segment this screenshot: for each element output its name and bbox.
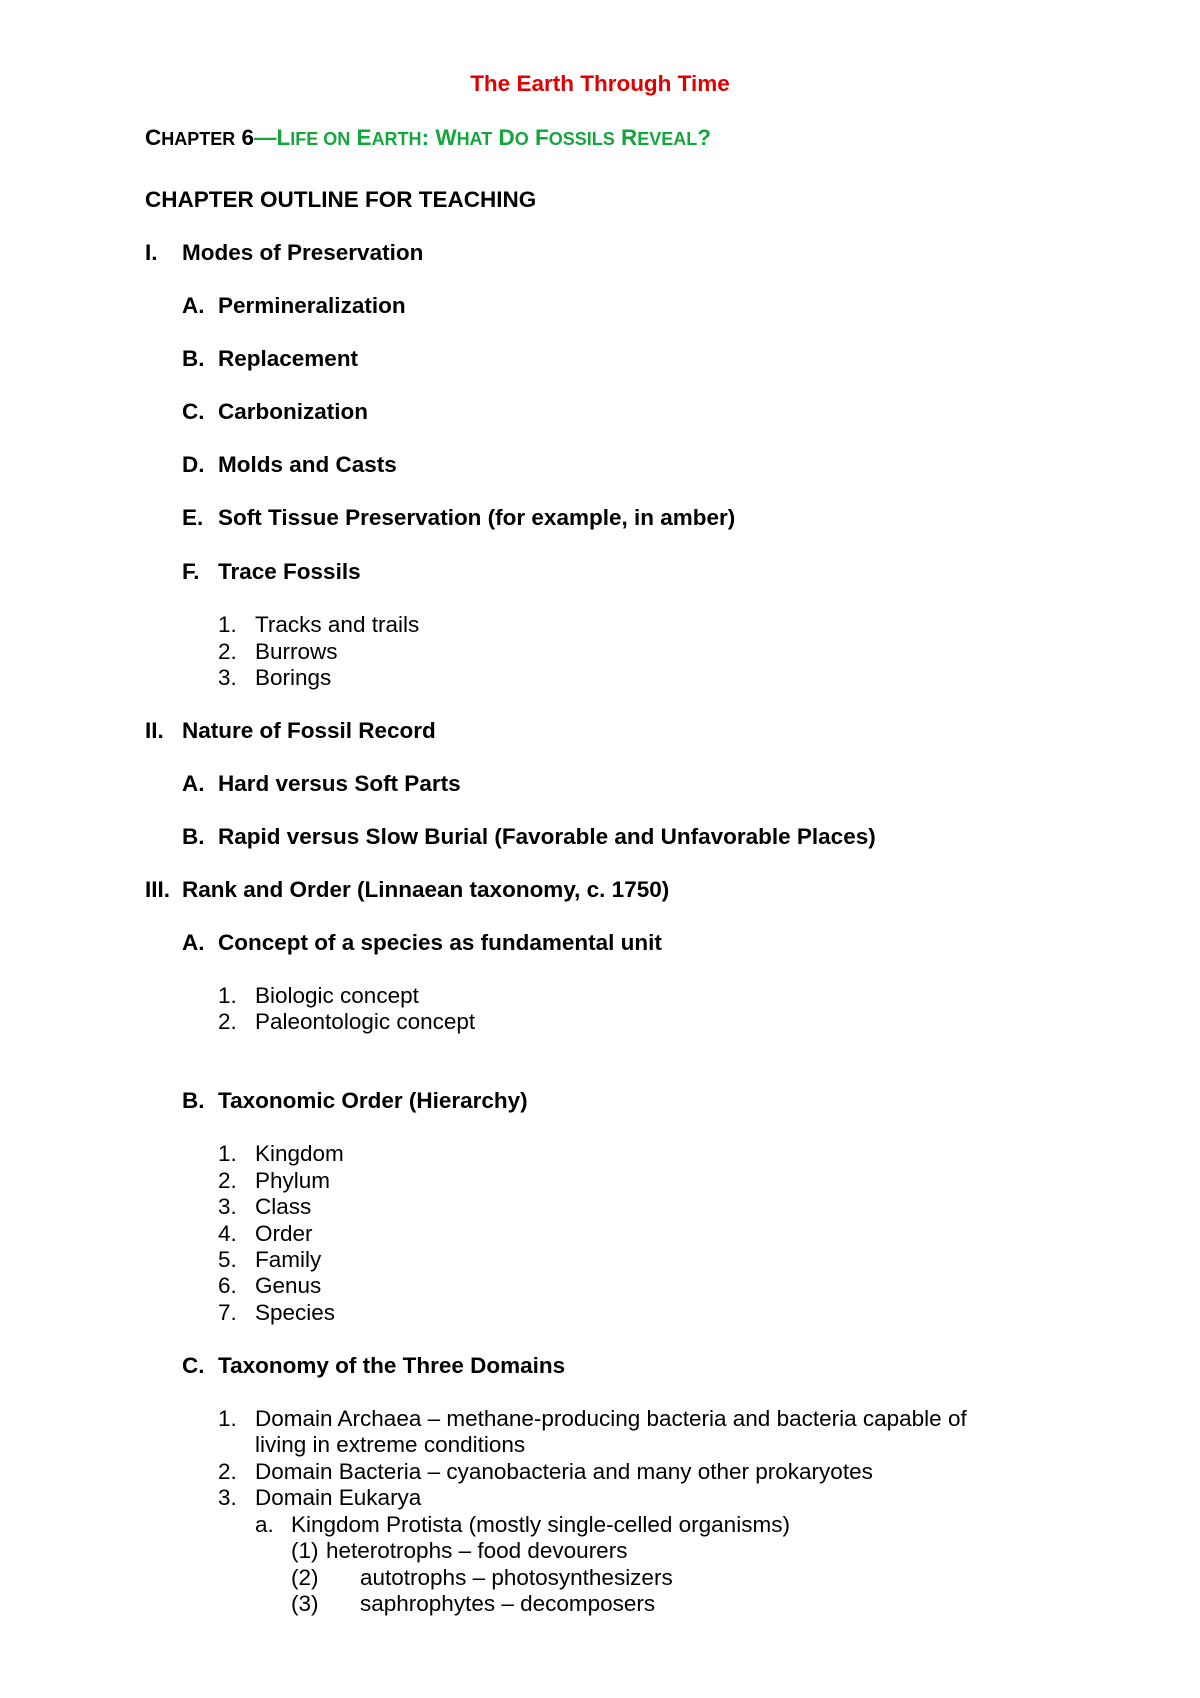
list-label: Order [255,1221,313,1246]
list-label: saphrophytes – decomposers [360,1591,656,1616]
list-label: Kingdom [255,1141,344,1166]
list-label: Tracks and trails [255,612,420,637]
outline-item [182,292,406,320]
outline-item [182,823,876,851]
outline-item [182,504,735,532]
chapter-heading-part: ? [697,125,712,150]
item-marker: E. [182,505,204,530]
chapter-heading-part: R [614,125,638,150]
list-marker: a. [255,1512,274,1537]
document-title: The Earth Through Time [470,71,730,96]
chapter-heading-part: E [350,125,372,150]
list-label: Burrows [255,639,338,664]
list-label: Class [255,1194,312,1219]
chapter-heading-part: W [435,125,457,150]
list-marker: 4. [218,1221,237,1246]
item-marker: B. [182,1088,205,1113]
list-marker: (3) [291,1591,319,1616]
item-label: Molds and Casts [218,452,397,477]
outline-item [182,929,662,957]
outline-item [182,1087,528,1115]
list-item [218,1167,330,1195]
list-item [291,1564,673,1592]
item-marker: D. [182,452,205,477]
item-marker: C. [182,1353,205,1378]
list-item [218,982,419,1010]
chapter-heading-part: : [421,125,436,150]
chapter-heading-part: C [145,125,162,150]
list-item [218,1405,967,1433]
list-marker: 2. [218,1168,237,1193]
item-label: Permineralization [218,293,406,318]
chapter-heading-part: O [514,129,529,149]
list-marker: 3. [218,665,237,690]
item-marker: A. [182,771,205,796]
item-marker: C. [182,399,205,424]
list-item [218,1193,311,1221]
section-title: Nature of Fossil Record [182,718,436,743]
list-marker: 2. [218,1009,237,1034]
list-label: Domain Archaea – methane-producing bacteria and bacteria capable of [255,1406,967,1431]
outline-heading: CHAPTER OUTLINE FOR TEACHING [145,187,537,212]
list-item [218,1272,321,1300]
list-label: heterotrophs – food devourers [326,1538,628,1563]
item-marker: A. [182,293,205,318]
section-heading [145,717,436,745]
item-label: Taxonomic Order (Hierarchy) [218,1088,528,1113]
list-marker: 2. [218,1459,237,1484]
chapter-heading-part: HAT [456,129,493,149]
list-marker: 3. [218,1194,237,1219]
item-label: Hard versus Soft Parts [218,771,461,796]
list-item [218,664,331,692]
list-item [218,1220,313,1248]
list-marker: 6. [218,1273,237,1298]
item-label: Rapid versus Slow Burial (Favorable and Unfavorable Places) [218,824,876,849]
outline-item [182,1352,565,1380]
list-marker: 5. [218,1247,237,1272]
item-marker: B. [182,346,205,371]
list-item [291,1590,655,1618]
list-item [218,1484,421,1512]
chapter-heading-part: OSSILS [548,129,615,149]
chapter-heading-part: F [528,125,549,150]
outline-item [182,451,397,479]
chapter-heading-part: HAPTER [161,129,236,149]
list-marker: 7. [218,1300,237,1325]
item-label: Trace Fossils [218,559,361,584]
list-label: Domain Eukarya [255,1485,422,1510]
list-item [218,638,338,666]
list-label: Species [255,1300,336,1325]
list-item [255,1511,790,1539]
list-item [218,1008,475,1036]
chapter-heading [145,124,711,153]
chapter-heading-part: D [492,125,515,150]
list-item-continuation: living in extreme conditions [255,1432,526,1457]
section-title: Rank and Order (Linnaean taxonomy, c. 1750) [182,877,670,902]
list-marker: (1) [291,1538,319,1563]
chapter-heading-part: IFE ON [290,129,351,149]
list-item [218,1246,321,1274]
chapter-heading-part: — [254,125,277,150]
list-label: Domain Bacteria – cyanobacteria and many other prokaryotes [255,1459,873,1484]
item-label: Soft Tissue Preservation (for example, in amber) [218,505,736,530]
list-marker: (2) [291,1565,319,1590]
chapter-heading-part: EVEAL [637,129,698,149]
list-label: Borings [255,665,332,690]
list-marker: 3. [218,1485,237,1510]
list-label: Phylum [255,1168,331,1193]
list-label: Kingdom Protista (mostly single-celled organisms) [291,1512,790,1537]
list-item [218,1140,344,1168]
section-marker: II. [145,718,164,743]
item-marker: F. [182,559,200,584]
section-marker: III. [145,877,171,902]
section-marker: I. [145,240,158,265]
list-marker: 1. [218,612,237,637]
chapter-heading-part: ARTH [371,129,422,149]
item-label: Concept of a species as fundamental unit [218,930,662,955]
section-title: Modes of Preservation [182,240,424,265]
outline-item [182,770,461,798]
list-label: autotrophs – photosynthesizers [360,1565,673,1590]
list-item [291,1537,627,1565]
item-label: Taxonomy of the Three Domains [218,1353,566,1378]
item-label: Replacement [218,346,359,371]
item-marker: A. [182,930,205,955]
list-marker: 1. [218,1406,237,1431]
outline-item [182,398,368,426]
list-item [218,1458,873,1486]
section-heading [145,876,669,904]
list-item [218,611,419,639]
list-marker: 2. [218,639,237,664]
chapter-heading-part: L [276,125,291,150]
list-label: Paleontologic concept [255,1009,476,1034]
list-item [218,1299,335,1327]
chapter-heading-part: 6 [235,125,255,150]
list-marker: 1. [218,983,237,1008]
list-label: Family [255,1247,322,1272]
list-label: Genus [255,1273,322,1298]
outline-item [182,345,358,373]
section-heading [145,239,423,267]
outline-item [182,558,361,586]
list-marker: 1. [218,1141,237,1166]
list-label: Biologic concept [255,983,419,1008]
item-label: Carbonization [218,399,368,424]
item-marker: B. [182,824,205,849]
